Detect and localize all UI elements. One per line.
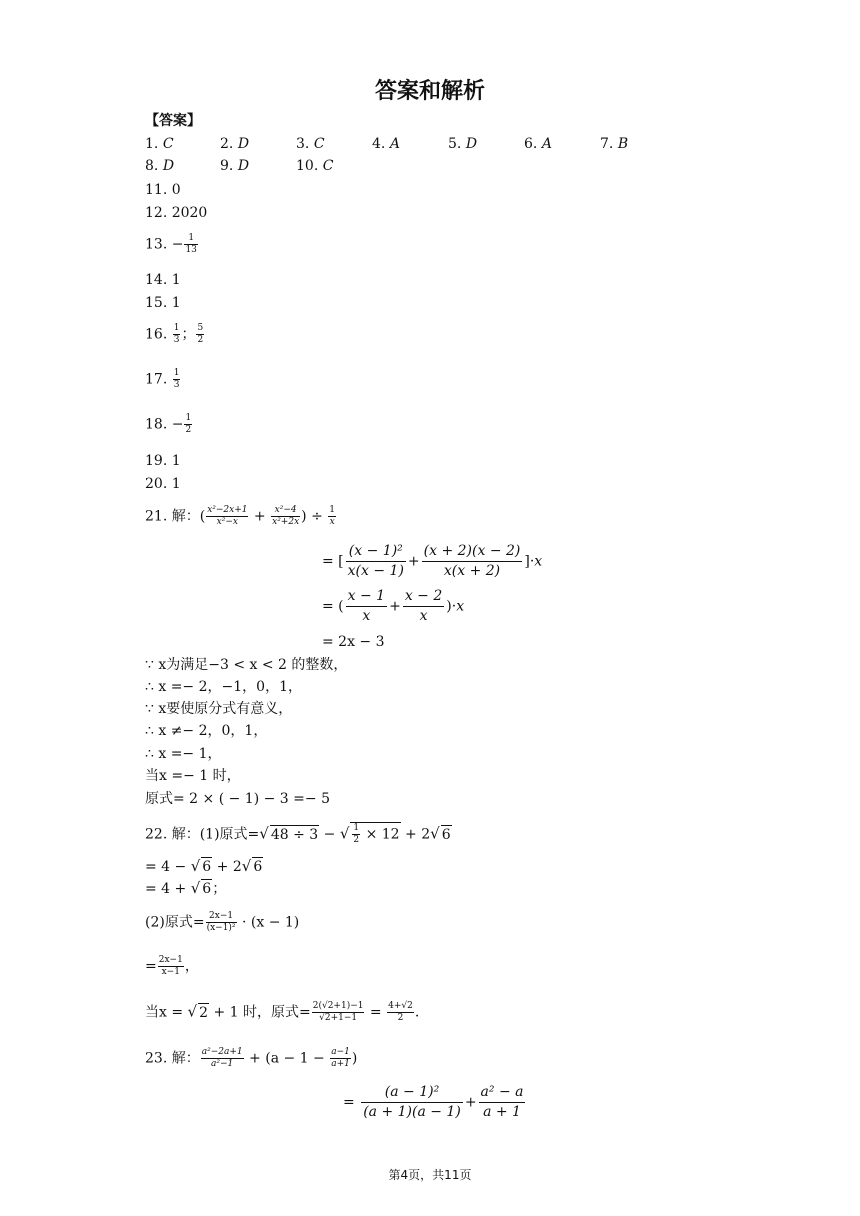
page-title: 答案和解析	[374, 79, 485, 104]
answer-item: 10. C	[296, 158, 334, 174]
answer-15: 15. 1	[145, 295, 181, 311]
q21-step-1: = [ $\frac{\text{(x − 1)²}}{x(x - 1)}$ + $\frac{(x + 2)(x - 2)}{x(x + 2)}$ ]·x	[322, 543, 543, 579]
answer-item: 2. D	[220, 136, 250, 152]
answer-item: 6. A	[524, 136, 552, 152]
q21-line: 当x =− 1 时，	[145, 768, 241, 784]
q21-line: ∵ x要使原分式有意义，	[145, 701, 293, 717]
q21-step-2: = ( $\frac{x - 1}{x}$ + $\frac{x - 2}{x}$ )·x	[322, 588, 465, 624]
q22-line: = 4 − √ 6 + 2√ 6	[145, 857, 263, 875]
answer-12: 12. 2020	[145, 205, 208, 221]
q22-part-2: (2)原式= $\frac{2x-1}{\text{(x−1)²}}$ · (x − 1)	[145, 911, 300, 933]
q22-line: = 4 + √ 6；	[145, 879, 227, 897]
q21-step-3: = 2x − 3	[322, 634, 385, 650]
answer-item: 1. C	[145, 136, 174, 152]
q23-step-1: = $\frac{\text{(a − 1)²}}{(a + 1)(a - 1)}$ + $\frac{\text{a² − a}}{a + 1}$	[343, 1084, 524, 1120]
answer-14: 14. 1	[145, 272, 181, 288]
answer-11: 11. 0	[145, 182, 181, 198]
answer-17: 17. $\frac{1}{3}$	[145, 368, 180, 390]
answer-header: 【答案】	[145, 113, 201, 129]
q21-line: 原式= 2 × ( − 1) − 3 =− 5	[145, 791, 330, 807]
page-footer: 第4页，共11页	[388, 1168, 472, 1182]
answer-item: 3. C	[296, 136, 325, 152]
q21-header: 21. 解：( $\frac{\text{x²−2x+1}}{\text{x²−x}}$ + $\frac{\text{x²−4}}{\text{x²+2x}}$ ) ÷ $\frac{1}{x}$	[145, 505, 335, 527]
q21-line: ∴ x =− 2，−1，0，1，	[145, 679, 302, 695]
q21-line: ∴ x ≠− 2，0，1，	[145, 723, 268, 739]
q22-header: 22. 解：(1)原式=√ 48 ÷ 3 − √ $\frac{1}{2}$ × 12 + 2√ 6	[145, 823, 451, 845]
q21-line: ∴ x =− 1，	[145, 746, 222, 762]
q21-line: ∵ x为满足−3 < x < 2 的整数，	[145, 657, 348, 673]
answer-18: 18. − $\frac{1}{2}$	[145, 413, 192, 435]
answer-item: 9. D	[220, 158, 250, 174]
q23-header: 23. 解： $\frac{\text{a²−2a+1}}{\text{a²−1}}$ + (a − 1 − $\frac{a-1}{a+1}$ )	[145, 1047, 358, 1069]
answer-16: 16. $\frac{1}{3}$ ； $\frac{5}{2}$	[145, 323, 204, 345]
answer-item: 5. D	[448, 136, 478, 152]
answer-20: 20. 1	[145, 476, 181, 492]
q22-line: 当x = √ 2 + 1 时，原式= $\frac{2(√2+1)-1}{√2+1-1}$ = $\frac{4+√2}{2}$ .	[145, 1001, 420, 1023]
answer-item: 7. B	[600, 136, 629, 152]
q22-line: = $\frac{2x-1}{x-1}$ ，	[145, 955, 199, 977]
answer-13: 13. − $\frac{1}{13}$	[145, 233, 197, 255]
answer-item: 8. D	[145, 158, 175, 174]
answer-item: 4. A	[372, 136, 400, 152]
answer-19: 19. 1	[145, 453, 181, 469]
